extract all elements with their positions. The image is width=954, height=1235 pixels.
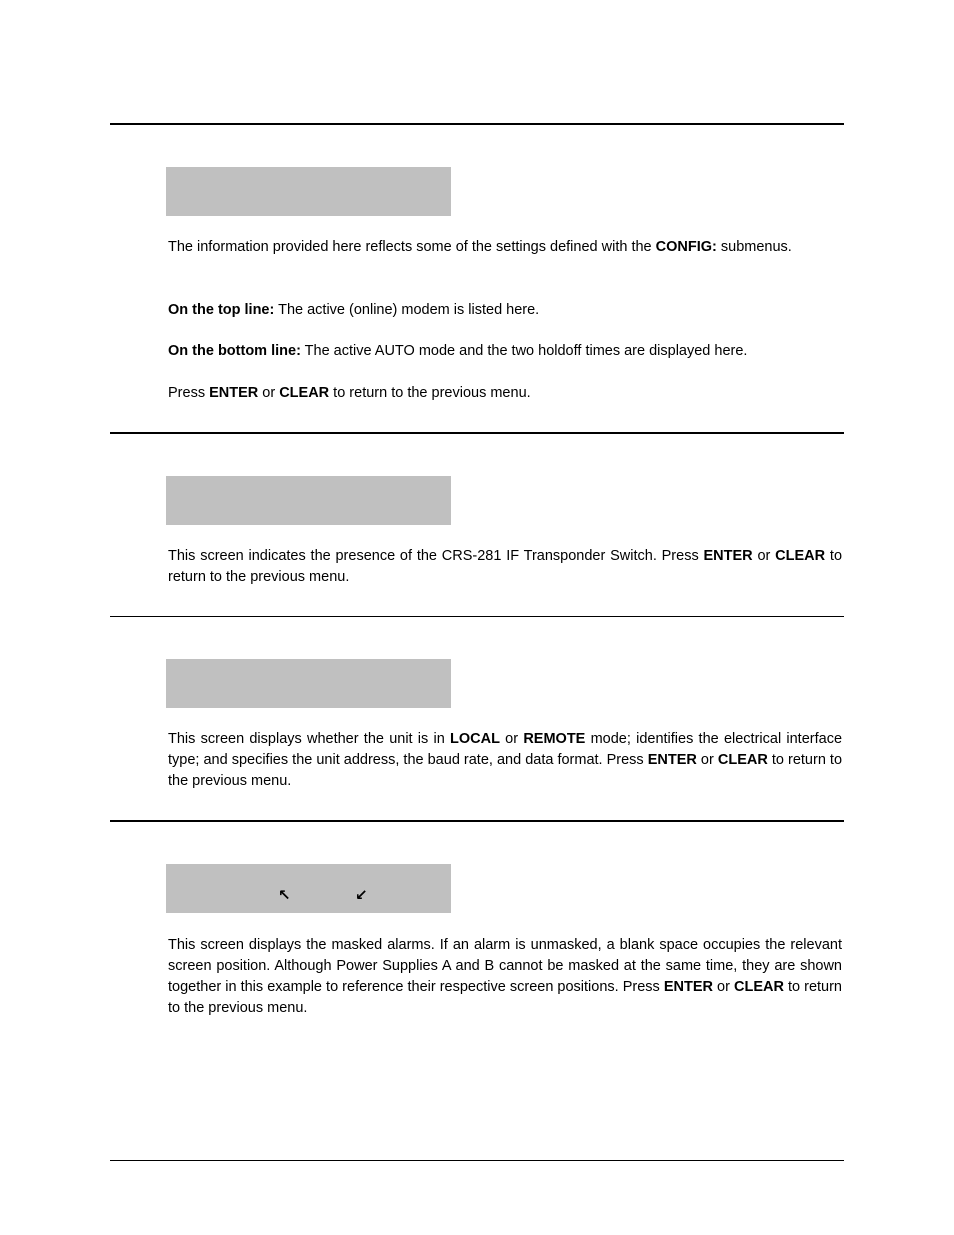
press-enter-paragraph: Press ENTER or CLEAR to return to the previous menu. — [168, 385, 531, 401]
lcd-display-status — [166, 167, 451, 216]
section-divider-2 — [110, 432, 844, 434]
section-divider-3 — [110, 616, 844, 617]
top-line-paragraph: On the top line: The active (online) modem is listed here. — [168, 302, 540, 318]
section-divider-4 — [110, 820, 844, 822]
remote-mode-paragraph: This screen displays whether the unit is in LOCAL or REMOTE mode; identifies the electrical interface type; and specifies the unit address, the baud rate, and data format. Press ENTER or CLEAR to return to the previous menu. — [168, 731, 843, 789]
crs281-paragraph: This screen indicates the presence of the CRS-281 IF Transponder Switch. Press ENTER or CLEAR to return to the previous menu. — [168, 548, 843, 585]
footer-divider — [110, 1160, 844, 1161]
masked-alarms-paragraph: This screen displays the masked alarms. If an alarm is unmasked, a blank space occupies the relevant screen position. Although Power Supplies A and B cannot be masked at the same time, they are shown together in this example to reference their respective screen positions. Press ENTER or CLEAR to return to the previous menu. — [168, 937, 842, 1016]
section-divider-1 — [110, 123, 844, 125]
arrow-up-left-icon: ↖ — [278, 886, 291, 904]
lcd-display-masked-alarms — [166, 864, 451, 913]
bottom-line-paragraph: On the bottom line: The active AUTO mode and the two holdoff times are displayed here. — [168, 343, 748, 359]
config-info-paragraph: The information provided here reflects some of the settings defined with the CONFIG: submenus. — [168, 239, 792, 255]
lcd-display-crs281 — [166, 476, 451, 525]
arrow-down-left-icon: ↙ — [355, 886, 368, 904]
lcd-display-remote — [166, 659, 451, 708]
